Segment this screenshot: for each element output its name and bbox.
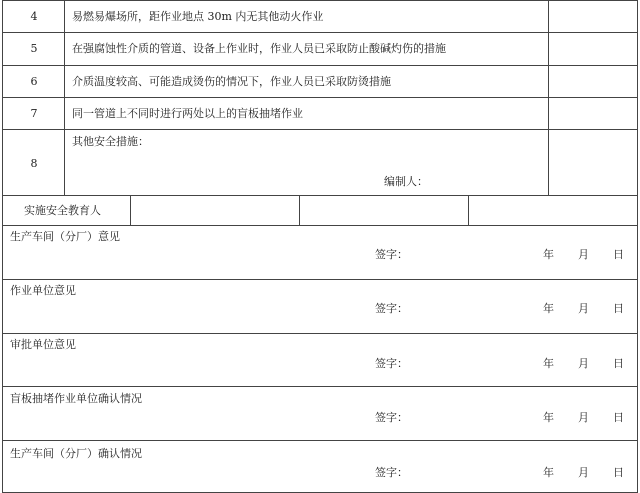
year-label: 年 (543, 357, 554, 370)
item-number: 4 (30, 10, 38, 23)
opinion-title: 生产车间（分厂）意见 (10, 230, 120, 243)
opinion-title: 审批单位意见 (10, 338, 76, 351)
day-label: 日 (613, 248, 624, 261)
education-field-3[interactable] (471, 198, 634, 222)
year-label: 年 (543, 466, 554, 479)
item-number: 5 (30, 42, 38, 55)
month-label: 月 (578, 357, 589, 370)
day-label: 日 (613, 357, 624, 370)
item-number: 6 (30, 75, 38, 88)
sign-label: 签字： (375, 357, 408, 370)
sign-label: 签字： (375, 248, 408, 261)
item-number: 7 (30, 107, 38, 120)
year-label: 年 (543, 248, 554, 261)
month-label: 月 (578, 248, 589, 261)
sign-label: 签字： (375, 302, 408, 315)
item-number: 8 (30, 157, 38, 170)
year-label: 年 (543, 302, 554, 315)
month-label: 月 (578, 411, 589, 424)
opinion-title: 盲板抽堵作业单位确认情况 (10, 392, 142, 405)
other-measures-label: 其他安全措施： (72, 135, 149, 148)
compiler-label: 编制人： (384, 175, 428, 188)
education-label: 实施安全教育人 (24, 204, 101, 217)
education-field-2[interactable] (302, 198, 465, 222)
opinion-title: 生产车间（分厂）确认情况 (10, 447, 142, 460)
item-text: 在强腐蚀性介质的管道、设备上作业时，作业人员已采取防止酸碱灼伤的措施 (72, 42, 446, 55)
sign-label: 签字： (375, 466, 408, 479)
sign-label: 签字： (375, 411, 408, 424)
item-text: 同一管道上不同时进行两处以上的盲板抽堵作业 (72, 107, 303, 120)
month-label: 月 (578, 466, 589, 479)
item-text: 介质温度较高、可能造成烫伤的情况下，作业人员已采取防烫措施 (72, 75, 391, 88)
day-label: 日 (613, 302, 624, 315)
opinion-title: 作业单位意见 (10, 284, 76, 297)
year-label: 年 (543, 411, 554, 424)
day-label: 日 (613, 411, 624, 424)
education-field-1[interactable] (133, 198, 296, 222)
item-text: 易燃易爆场所，距作业地点 30m 内无其他动火作业 (72, 10, 324, 23)
month-label: 月 (578, 302, 589, 315)
day-label: 日 (613, 466, 624, 479)
